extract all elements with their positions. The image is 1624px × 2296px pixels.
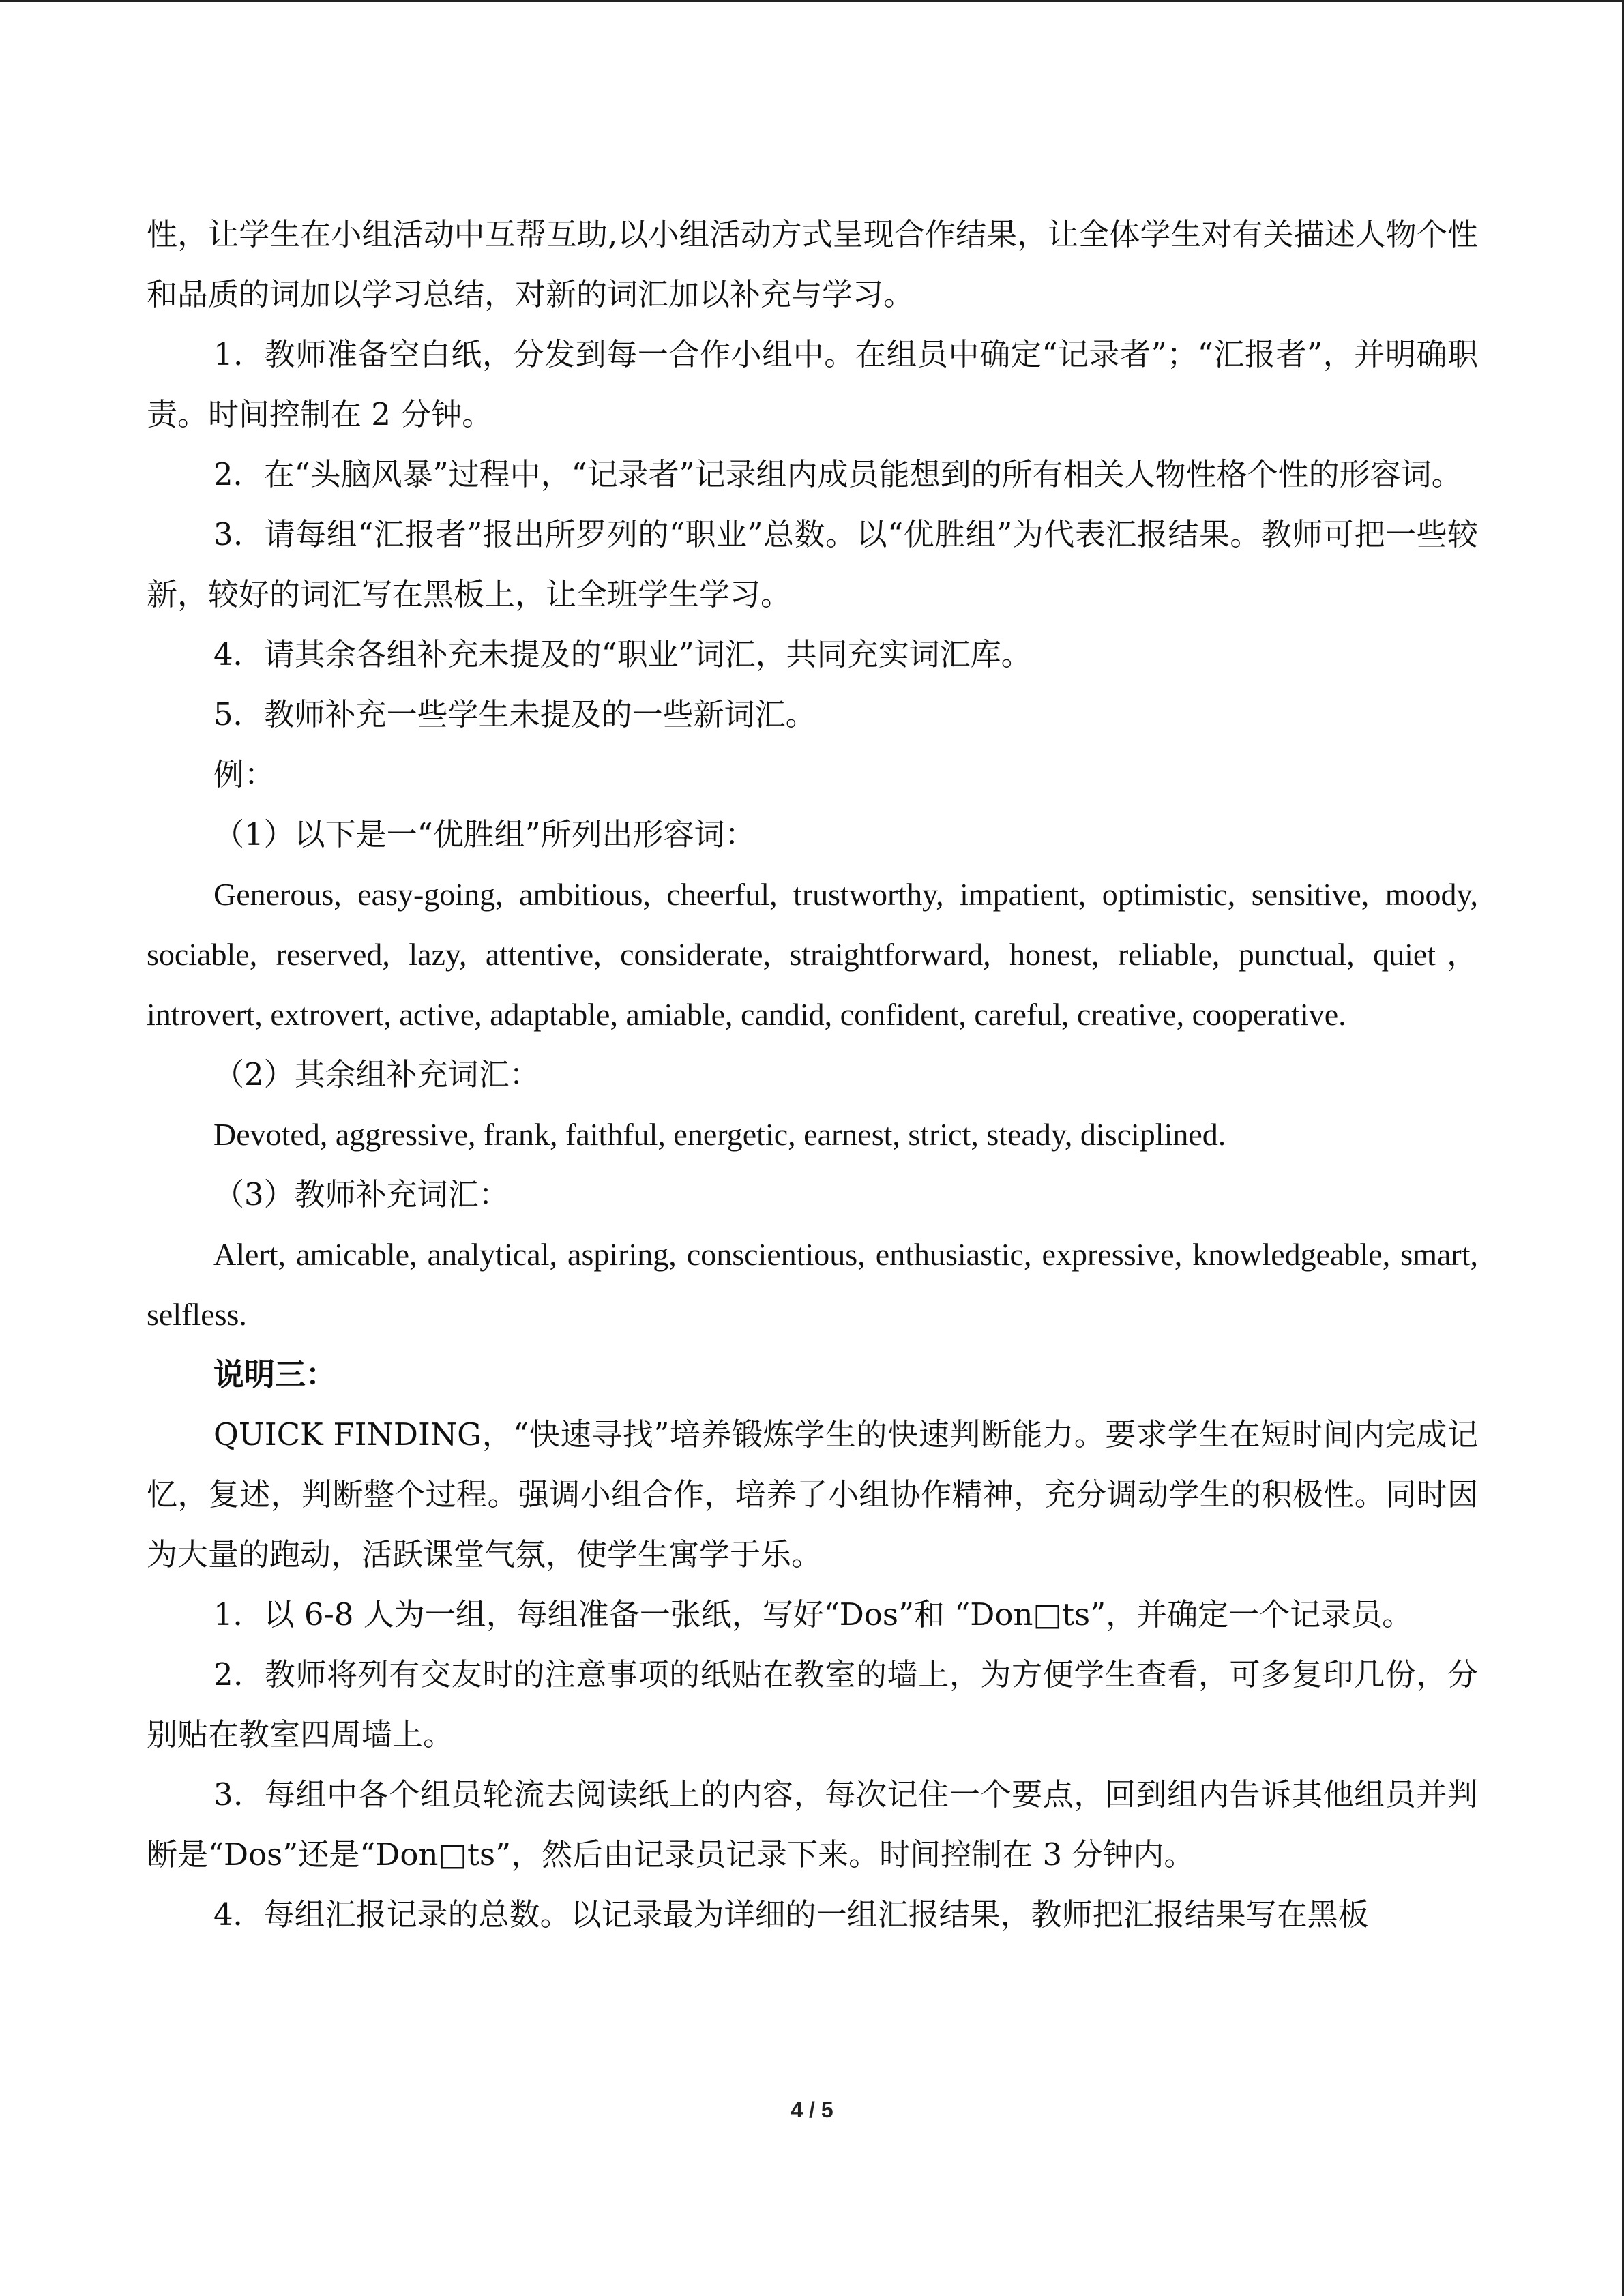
paragraph-qf-step-4: 4．每组汇报记录的总数。以记录最为详细的一组汇报结果，教师把汇报结果写在黑板 bbox=[213, 1896, 1369, 1933]
page-number: 4 / 5 bbox=[791, 2098, 833, 2122]
paragraph-example-3-heading: （3）教师补充词汇： bbox=[213, 1176, 510, 1212]
paragraph-qf-step-1: 1．以 6-8 人为一组，每组准备一张纸，写好“Dos”和 “Don□ts”，并确定一个记录员。 bbox=[213, 1596, 1413, 1632]
section-heading-explanation-3: 说明三： bbox=[213, 1356, 337, 1392]
paragraph-step-1: 1．教师准备空白纸，分发到每一合作小组中。在组员中确定“记录者”；“汇报者”，并明确职责。时间控制在 2 分钟。 bbox=[147, 336, 1478, 432]
paragraph-intro-continued: 性，让学生在小组活动中互帮互助,以小组活动方式呈现合作结果，让全体学生对有关描述人物个性和品质的词加以学习总结，对新的词汇加以补充与学习。 bbox=[147, 216, 1478, 312]
paragraph-step-3: 3．请每组“汇报者”报出所罗列的“职业”总数。以“优胜组”为代表汇报结果。教师可把一些较新，较好的词汇写在黑板上，让全班学生学习。 bbox=[147, 516, 1478, 612]
paragraph-step-5: 5．教师补充一些学生未提及的一些新词汇。 bbox=[213, 696, 816, 732]
paragraph-example-2-heading: （2）其余组补充词汇： bbox=[213, 1056, 540, 1092]
paragraph-adjective-list-2: Devoted, aggressive, frank, faithful, energetic, earnest, strict, steady, disciplined. bbox=[213, 1117, 1226, 1152]
paragraph-adjective-list-1: Generous, easy-going, ambitious, cheerful, trustworthy, impatient, optimistic, sensitive, moody, sociable, reserved, lazy, attentive, considerate, straightforward, honest, reliable, punctual, quiet，introvert, extrovert, active, adaptable, amiable, candid, confident, careful, creative, cooperative. bbox=[147, 877, 1478, 1032]
paragraph-step-2: 2．在“头脑风暴”过程中，“记录者”记录组内成员能想到的所有相关人物性格个性的形容词。 bbox=[213, 456, 1462, 492]
paragraph-qf-step-3: 3．每组中各个组员轮流去阅读纸上的内容，每次记住一个要点，回到组内告诉其他组员并判断是“Dos”还是“Don□ts”，然后由记录员记录下来。时间控制在 3 分钟内。 bbox=[147, 1776, 1478, 1873]
paragraph-example-label: 例： bbox=[213, 756, 276, 792]
document-body bbox=[147, 205, 1478, 1945]
paragraph-example-1-heading: （1）以下是一“优胜组”所列出形容词： bbox=[213, 816, 756, 852]
paragraph-qf-step-2: 2．教师将列有交友时的注意事项的纸贴在教室的墙上，为方便学生查看，可多复印几份，分别贴在教室四周墙上。 bbox=[147, 1656, 1478, 1753]
paragraph-adjective-list-3: Alert, amicable, analytical, aspiring, conscientious, enthusiastic, expressive, knowledgeable, smart, selfless. bbox=[147, 1237, 1478, 1332]
paragraph-quick-finding: QUICK FINDING，“快速寻找”培养锻炼学生的快速判断能力。要求学生在短时间内完成记忆，复述，判断整个过程。强调小组合作，培养了小组协作精神，充分调动学生的积极性。同时因为大量的跑动，活跃课堂气氛，使学生寓学于乐。 bbox=[147, 1416, 1478, 1572]
paragraph-step-4: 4．请其余各组补充未提及的“职业”词汇，共同充实词汇库。 bbox=[213, 636, 1032, 672]
